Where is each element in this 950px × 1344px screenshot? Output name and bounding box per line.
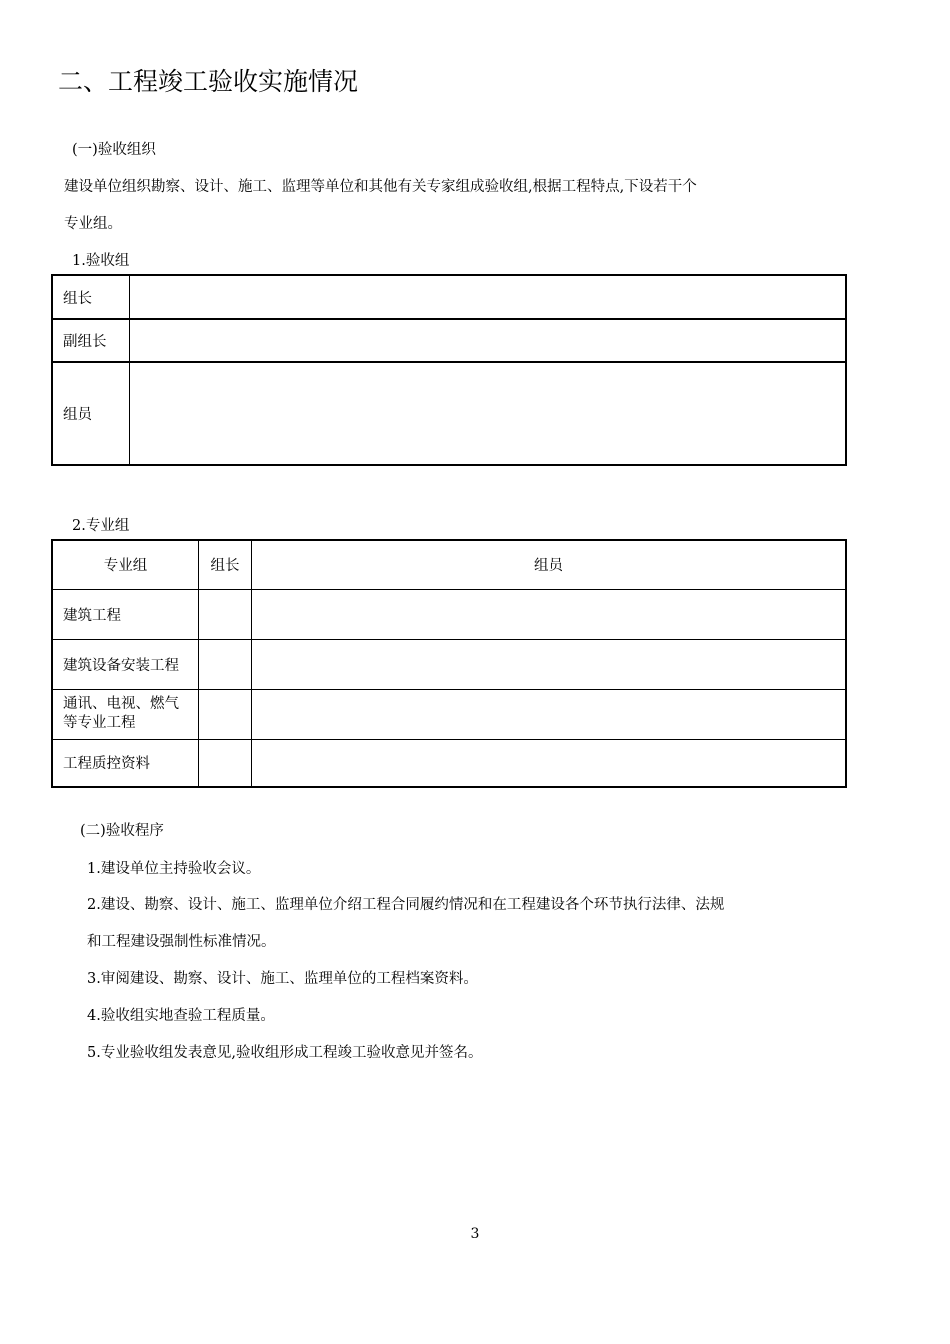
procedure-step-5: 5.专业验收组发表意见,验收组形成工程竣工验收意见并签名。 (87, 1045, 483, 1061)
section-1-title: (一)验收组织 (72, 142, 156, 158)
procedure-step-1: 1.建设单位主持验收会议。 (87, 861, 261, 877)
procedure-step-2-line-1: 2.建设、勘察、设计、施工、监理单位介绍工程合同履约情况和在工程建设各个环节执行法律、法规 (87, 897, 725, 913)
specialty-name: 建筑设备安装工程 (52, 639, 199, 689)
leader-value-cell[interactable] (130, 275, 847, 319)
specialty-name: 工程质控资料 (52, 739, 199, 787)
section-1-paragraph-line-1: 建设单位组织勘察、设计、施工、监理等单位和其他有关专家组成验收组,根据工程特点,下设若干个 (64, 179, 697, 195)
table-row (52, 275, 846, 319)
specialty-leader-cell[interactable] (199, 639, 252, 689)
specialty-members-cell[interactable] (252, 689, 847, 739)
table-row (52, 319, 846, 362)
specialty-members-cell[interactable] (252, 589, 847, 639)
specialty-leader-cell[interactable] (199, 739, 252, 787)
specialty-name-line-1: 通讯、电视、燃气 (63, 696, 179, 712)
deputy-leader-label: 副组长 (52, 319, 130, 362)
table-row (52, 362, 846, 465)
members-value-cell[interactable] (130, 362, 847, 465)
procedure-step-3: 3.审阅建设、勘察、设计、施工、监理单位的工程档案资料。 (87, 971, 478, 987)
table-row (52, 589, 846, 639)
specialty-name: 建筑工程 (52, 589, 199, 639)
header-leader: 组长 (199, 540, 252, 589)
header-specialty-group: 专业组 (52, 540, 199, 589)
table-row (52, 739, 846, 787)
specialty-members-cell[interactable] (252, 639, 847, 689)
specialty-members-cell[interactable] (252, 739, 847, 787)
specialty-name-line-2: 等专业工程 (63, 715, 136, 731)
specialty-group-table (51, 539, 847, 788)
page-heading: 二、工程竣工验收实施情况 (58, 67, 359, 96)
specialty-group-title: 2.专业组 (72, 518, 130, 534)
leader-label: 组长 (52, 275, 130, 319)
table-row (52, 639, 846, 689)
procedure-step-2-line-2: 和工程建设强制性标准情况。 (87, 934, 276, 950)
acceptance-group-table (51, 274, 847, 466)
specialty-name (52, 689, 199, 739)
members-label: 组员 (52, 362, 130, 465)
specialty-leader-cell[interactable] (199, 589, 252, 639)
acceptance-group-title: 1.验收组 (72, 253, 130, 269)
procedure-step-4: 4.验收组实地查验工程质量。 (87, 1008, 275, 1024)
header-members: 组员 (252, 540, 847, 589)
section-2-title: (二)验收程序 (80, 823, 164, 839)
specialty-leader-cell[interactable] (199, 689, 252, 739)
page-number: 3 (470, 1226, 480, 1242)
table-header-row (52, 540, 846, 589)
deputy-leader-value-cell[interactable] (130, 319, 847, 362)
section-1-paragraph-line-2: 专业组。 (64, 216, 122, 232)
table-row (52, 689, 846, 739)
